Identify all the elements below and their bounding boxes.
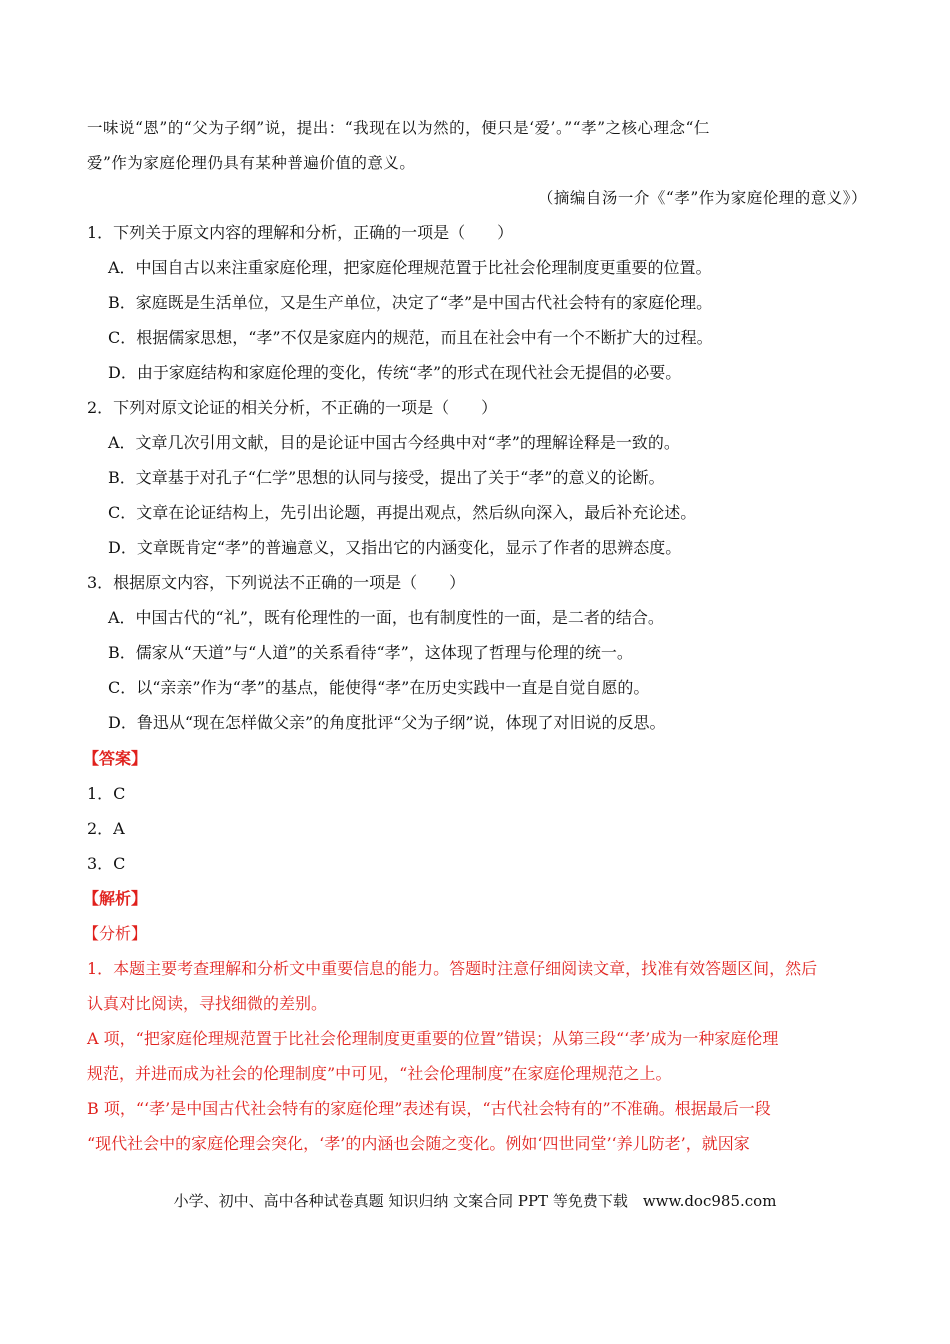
page-footer: 小学、初中、高中各种试卷真题 知识归纳 文案合同 PPT 等免费下载 www.doc985.com [173, 1192, 777, 1210]
question-1-stem: 1．下列关于原文内容的理解和分析，正确的一项是（ ） [87, 223, 514, 242]
answer-heading: 【答案】 [83, 749, 148, 768]
analysis-heading: 【解析】 [83, 889, 148, 908]
passage-source: （摘编自汤一介《“孝”作为家庭伦理的意义》） [537, 189, 867, 207]
question-1-option-a: A．中国自古以来注重家庭伦理，把家庭伦理规范置于比社会伦理制度更重要的位置。 [108, 258, 712, 277]
analysis-subheading: 【分析】 [83, 924, 148, 943]
question-2-option-d: D．文章既肯定“孝”的普遍意义，又指出它的内涵变化，显示了作者的思辨态度。 [108, 538, 682, 557]
passage-line-2: 爱”作为家庭伦理仍具有某种普遍价值的意义。 [87, 154, 416, 172]
question-1-option-c: C．根据儒家思想，“孝”不仅是家庭内的规范，而且在社会中有一个不断扩大的过程。 [108, 328, 713, 347]
passage-line-1: 一味说“恩”的“父为子纲”说，提出：“我现在以为然的，便只是‘爱’。”“孝”之核心理念“仁 [87, 119, 710, 137]
analysis-line-1: 1．本题主要考查理解和分析文中重要信息的能力。答题时注意仔细阅读文章，找准有效答题区间，然后 [87, 959, 818, 978]
analysis-line-5: B 项，“‘孝’是中国古代社会特有的家庭伦理”表述有误，“古代社会特有的”不准确。根据最后一段 [87, 1099, 771, 1118]
question-2-stem: 2．下列对原文论证的相关分析，不正确的一项是（ ） [87, 398, 498, 417]
question-3-option-a: A．中国古代的“礼”，既有伦理性的一面，也有制度性的一面，是二者的结合。 [108, 608, 664, 627]
answer-item-2: 2．A [87, 819, 125, 838]
question-3-option-d: D．鲁迅从“现在怎样做父亲”的角度批评“父为子纲”说，体现了对旧说的反思。 [108, 713, 666, 732]
question-2-option-c: C．文章在论证结构上，先引出论题，再提出观点，然后纵向深入，最后补充论述。 [108, 503, 697, 522]
analysis-line-6: “现代社会中的家庭伦理会突化，‘孝’的内涵也会随之变化。例如‘四世同堂’‘养儿防老’，就因家 [87, 1134, 750, 1153]
question-2-option-b: B．文章基于对孔子“仁学”思想的认同与接受，提出了关于“孝”的意义的论断。 [108, 468, 665, 487]
answer-item-3: 3．C [87, 854, 126, 873]
analysis-line-2: 认真对比阅读，寻找细微的差别。 [87, 994, 328, 1013]
question-1-option-d: D．由于家庭结构和家庭伦理的变化，传统“孝”的形式在现代社会无提倡的必要。 [108, 363, 682, 382]
analysis-line-4: 规范，并进而成为社会的伦理制度”中可见，“社会伦理制度”在家庭伦理规范之上。 [87, 1064, 672, 1083]
question-3-option-b: B．儒家从“天道”与“人道”的关系看待“孝”，这体现了哲理与伦理的统一。 [108, 643, 633, 662]
question-3-option-c: C．以“亲亲”作为“孝”的基点，能使得“孝”在历史实践中一直是自觉自愿的。 [108, 678, 650, 697]
question-2-option-a: A．文章几次引用文献，目的是论证中国古今经典中对“孝”的理解诠释是一致的。 [108, 433, 680, 452]
question-3-stem: 3．根据原文内容，下列说法不正确的一项是（ ） [87, 573, 466, 592]
answer-item-1: 1．C [87, 784, 126, 803]
question-1-option-b: B．家庭既是生活单位，又是生产单位，决定了“孝”是中国古代社会特有的家庭伦理。 [108, 293, 713, 312]
analysis-line-3: A 项，“把家庭伦理规范置于比社会伦理制度更重要的位置”错误；从第三段“‘孝’成为一种家庭伦理 [87, 1029, 779, 1048]
